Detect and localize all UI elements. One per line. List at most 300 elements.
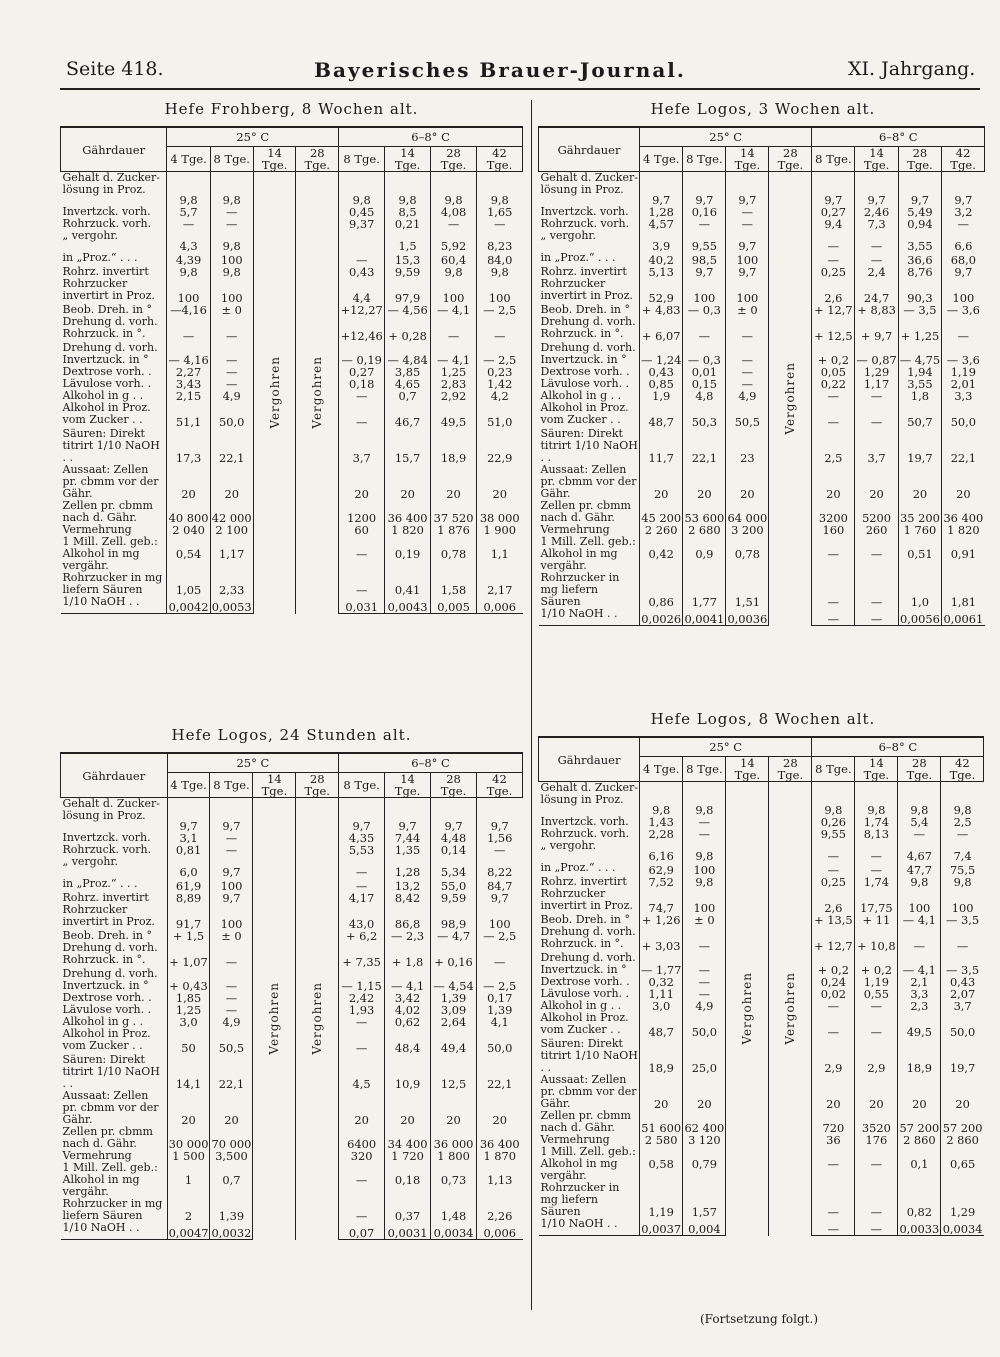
table-cell: 2,9 <box>812 1038 855 1074</box>
table-cell: — <box>683 828 726 840</box>
table-cell: + 8,83 <box>855 304 898 316</box>
row-label: Zellen pr. cbmm nach d. Gähr. <box>62 1124 153 1150</box>
row-label: „ vergohr. <box>62 854 118 868</box>
table-row <box>539 230 985 252</box>
row-label: Rohrzucker invertirt in Proz. <box>540 276 633 302</box>
table-cell: +12,27 <box>340 302 383 317</box>
row-label: in „Proz.“ . . . <box>62 250 138 264</box>
table-cell: — <box>210 316 253 342</box>
table-cell: 0,41 <box>385 560 431 596</box>
row-label: Alkohol in g . . <box>540 388 622 402</box>
table-cell: — <box>210 206 253 218</box>
table-cell: 0,27 <box>339 366 385 378</box>
table-cell: 8,13 <box>855 828 898 840</box>
table-cell: 1200 <box>339 500 385 524</box>
row-label: in „Proz.“ . . . <box>540 250 616 264</box>
table-cell: 0,0043 <box>385 596 431 614</box>
table-cell: 0,0032 <box>210 1222 253 1240</box>
table-cell: + 1,5 <box>167 930 210 942</box>
table-row <box>539 428 985 464</box>
table-cell: 2,92 <box>431 390 477 402</box>
table-cell: 9,7 <box>477 892 523 904</box>
table-cell: — <box>339 390 385 402</box>
table-cell: 160 <box>812 524 855 536</box>
table-cell: 2 260 <box>640 524 683 536</box>
table-cell: 50,0 <box>477 1028 523 1054</box>
table-cell: 20 <box>855 464 898 500</box>
row-label: Invertzck. vorh. <box>540 204 629 218</box>
table-cell: 22,9 <box>477 428 523 464</box>
table-cell: 48,7 <box>640 1012 683 1038</box>
table-cell: 1 820 <box>942 524 985 536</box>
table-cell: 2,64 <box>431 1016 477 1028</box>
table-cell: 2,6 <box>812 278 855 304</box>
table-cell: 720 <box>812 1110 855 1134</box>
vergohren-text: Vergohren <box>267 982 282 1056</box>
table-cell: 2,3 <box>898 1000 941 1012</box>
table-cell: — <box>855 1146 898 1170</box>
table-cell: 0,82 <box>898 1170 941 1218</box>
table-cell: 0,05 <box>812 366 855 378</box>
table-cell: 2 860 <box>898 1134 941 1146</box>
data-table <box>60 752 523 1240</box>
table-cell: ± 0 <box>683 914 726 926</box>
table-cell: 0,24 <box>812 976 855 988</box>
table-cell: — 3,6 <box>942 342 985 366</box>
table-cell: 20 <box>898 464 941 500</box>
table-cell: — 4,1 <box>431 304 477 316</box>
table-cell: — <box>339 560 385 596</box>
table-cell: 2 100 <box>210 524 253 536</box>
table-cell: 1,13 <box>477 1162 523 1186</box>
table-cell: 4,5 <box>339 1054 385 1090</box>
vergohren-text: Vergohren <box>310 356 325 430</box>
table-cell: 9,8 <box>385 172 431 206</box>
table-cell: 97,9 <box>385 278 431 304</box>
table-cell: 100 <box>477 904 523 930</box>
table-cell: 3,3 <box>898 988 941 1000</box>
table-cell: — <box>898 926 941 952</box>
column-header-duration: 8 Tge. <box>210 773 253 798</box>
vergohren-note <box>769 782 812 1236</box>
table-cell: 100 <box>942 278 985 304</box>
table-cell: 20 <box>339 1090 385 1126</box>
table-cell: — <box>812 840 855 862</box>
table-cell: 6400 <box>339 1126 385 1150</box>
table-cell: 2,26 <box>477 1186 523 1222</box>
table-cell: 0,43 <box>640 366 683 378</box>
table-row <box>539 536 985 560</box>
table-cell: — 4,1 <box>385 968 431 992</box>
table-cell: 5,13 <box>640 266 683 278</box>
table-cell: 0,004 <box>683 1218 726 1236</box>
table-cell: 49,5 <box>431 402 477 428</box>
header-cold: 6–8° C <box>339 127 523 147</box>
row-label: Zellen pr. cbmm nach d. Gähr. <box>540 498 631 524</box>
column-header-label: Gährdauer <box>61 127 167 172</box>
table-cell: ± 0 <box>210 304 253 316</box>
column-header-duration: 14 Tge. <box>855 757 898 782</box>
table-cell: 2,9 <box>855 1038 898 1074</box>
table-cell: 50,0 <box>942 402 985 428</box>
column-header-duration: 28 Tge. <box>296 147 339 172</box>
table-cell: — <box>167 218 210 230</box>
table-cell: 9,55 <box>812 828 855 840</box>
table-cell: — <box>812 1000 855 1012</box>
row-label: Aussaat: Zellen pr. cbmm vor der Gähr. <box>540 1072 637 1110</box>
table-cell: 9,8 <box>941 876 984 888</box>
table-cell: + 0,2 <box>855 952 898 976</box>
table-cell: 1 820 <box>385 524 431 536</box>
table-cell: 1,19 <box>855 976 898 988</box>
table-cell: + 4,83 <box>640 304 683 316</box>
table-cell: 9,8 <box>339 172 385 206</box>
row-label: Beob. Dreh. in ° <box>62 302 153 316</box>
table-cell: 3,0 <box>640 1000 683 1012</box>
table-cell: 3,55 <box>898 230 941 252</box>
table-cell: 43,0 <box>339 904 385 930</box>
table-cell: 36 400 <box>477 1126 523 1150</box>
table-cell: 50,0 <box>210 402 253 428</box>
table-cell: 1,74 <box>855 876 898 888</box>
table-cell: 9,8 <box>431 266 477 278</box>
column-header-label: Gährdauer <box>61 753 168 798</box>
table-cell: — <box>477 218 523 230</box>
table-title: Hefe Logos, 3 Wochen alt. <box>650 100 876 118</box>
column-header-label: Gährdauer <box>539 127 640 172</box>
table-cell: + 0,2 <box>812 342 855 366</box>
table-cell: — <box>726 342 769 366</box>
table-cell: 9,59 <box>431 892 477 904</box>
table-cell: 40,2 <box>640 252 683 266</box>
table-cell: 2,46 <box>855 206 898 218</box>
table-cell: + 9,7 <box>855 316 898 342</box>
table-cell: 15,3 <box>385 252 431 266</box>
table-cell: + 12,7 <box>812 304 855 316</box>
table-cell: 9,8 <box>683 876 726 888</box>
vergohren-text: Vergohren <box>267 356 282 430</box>
table-cell: 3 200 <box>726 524 769 536</box>
row-label: Dextrose vorh. . <box>540 364 630 378</box>
table-cell: 0,32 <box>640 976 683 988</box>
table-cell: 20 <box>812 1074 855 1110</box>
table-cell: — <box>726 316 769 342</box>
table-cell: + 0,2 <box>812 952 855 976</box>
table-cell: 0,07 <box>339 1222 385 1240</box>
table-cell: — <box>431 316 477 342</box>
table-cell: 0,9 <box>683 536 726 560</box>
table-cell: 9,8 <box>898 876 941 888</box>
table-cell: 4,39 <box>167 252 210 266</box>
table-cell: 9,8 <box>477 266 523 278</box>
table-cell: 9,7 <box>339 798 385 832</box>
table-cell: 1,43 <box>640 816 683 828</box>
table-cell: 100 <box>726 278 769 304</box>
table-cell: — 3,5 <box>898 304 941 316</box>
table-cell: 100 <box>683 278 726 304</box>
table-cell: 0,45 <box>339 206 385 218</box>
table-cell: — <box>855 402 898 428</box>
column-header-duration: 28 Tge. <box>296 773 339 798</box>
row-label: Rohrzuck. vorh. <box>62 216 152 230</box>
table-cell: 9,7 <box>210 798 253 832</box>
table-cell: — <box>210 992 253 1004</box>
table-cell: 9,8 <box>167 266 210 278</box>
table-cell: 9,8 <box>683 840 726 862</box>
table-cell: 84,7 <box>477 878 523 892</box>
page-number: Seite 418. <box>66 58 164 80</box>
table-cell: 0,0031 <box>385 1222 431 1240</box>
table-row <box>539 402 985 428</box>
table-cell: 0,18 <box>385 1162 431 1186</box>
row-label: Säuren: Direkt titrirt 1/10 NaOH . . <box>540 1036 638 1074</box>
table-cell: — <box>683 218 726 230</box>
table-cell: 2,15 <box>167 390 210 402</box>
column-header-duration: 4 Tge. <box>167 773 210 798</box>
table-cell: 4,4 <box>339 278 385 304</box>
table-cell: 0,16 <box>683 206 726 218</box>
table-cell: 1 900 <box>477 524 523 536</box>
table-cell: 7,44 <box>385 832 431 844</box>
table-cell: 320 <box>339 1150 385 1162</box>
table-cell: 50,0 <box>941 1012 984 1038</box>
table-cell: 1,28 <box>385 856 431 878</box>
column-header-duration: 8 Tge. <box>339 773 385 798</box>
table-cell: 20 <box>942 464 985 500</box>
table-cell: 4,02 <box>385 1004 431 1016</box>
table-cell: 2,17 <box>477 560 523 596</box>
table-cell: 0,43 <box>941 976 984 988</box>
table-cell: 0,43 <box>339 266 385 278</box>
table-cell: 40 800 <box>167 500 210 524</box>
table-cell: 0,65 <box>941 1146 984 1170</box>
table-block-logos-8w <box>538 710 988 1305</box>
table-cell: — <box>683 952 726 976</box>
table-row <box>539 342 985 366</box>
table-cell: — <box>855 230 898 252</box>
column-header-duration: 28 Tge. <box>431 147 477 172</box>
table-cell: 25,0 <box>683 1038 726 1074</box>
table-cell: — <box>941 828 984 840</box>
table-cell: 0,006 <box>477 596 523 614</box>
table-cell: 0,91 <box>942 536 985 560</box>
table-cell: 1,28 <box>640 206 683 218</box>
table-cell: — <box>898 828 941 840</box>
table-cell: — <box>726 366 769 378</box>
header-warm: 25° C <box>640 127 812 147</box>
row-label: vergähr. Rohrzucker in mg liefern Säuren <box>540 1168 620 1218</box>
row-label: Alkohol in g . . <box>62 388 144 402</box>
table-cell: 0,62 <box>385 1016 431 1028</box>
table-cell: 62 400 <box>683 1110 726 1134</box>
row-label: 1 Mill. Zell. geb.: Alkohol in mg <box>540 1144 636 1170</box>
table-cell: 9,7 <box>683 172 726 206</box>
table-cell: 100 <box>210 878 253 892</box>
table-cell: 100 <box>726 252 769 266</box>
table-cell: 6,6 <box>942 230 985 252</box>
table-cell: 0,86 <box>640 560 683 608</box>
table-cell: — 2,5 <box>477 304 523 316</box>
table-cell: 0,7 <box>385 390 431 402</box>
table-row <box>539 252 985 266</box>
table-cell: 61,9 <box>167 878 210 892</box>
table-cell: 1,56 <box>477 832 523 844</box>
table-cell: 1,94 <box>898 366 941 378</box>
table-cell: 1,1 <box>477 536 523 560</box>
table-cell: 1,25 <box>431 366 477 378</box>
table-cell: 57 200 <box>941 1110 984 1134</box>
header-cold: 6–8° C <box>812 737 984 757</box>
table-cell: 9,8 <box>210 266 253 278</box>
table-cell: 74,7 <box>640 888 683 914</box>
row-label: Lävulose vorh. . <box>62 1002 152 1016</box>
table-cell: 7,3 <box>855 218 898 230</box>
table-cell: 0,79 <box>683 1146 726 1170</box>
table-cell: 0,02 <box>812 988 855 1000</box>
table-cell: 1,58 <box>431 560 477 596</box>
table-cell: 2,28 <box>640 828 683 840</box>
table-cell: 9,7 <box>726 230 769 252</box>
table-cell: 5,53 <box>339 844 385 856</box>
table-cell: 0,85 <box>640 378 683 390</box>
table-cell: 20 <box>477 1090 523 1126</box>
table-cell: — 4,1 <box>898 952 941 976</box>
header-warm: 25° C <box>167 753 339 773</box>
table-cell: 0,94 <box>898 218 941 230</box>
table-cell: 49,4 <box>431 1028 477 1054</box>
column-header-duration: 14 Tge. <box>253 147 296 172</box>
row-label: Zellen pr. cbmm nach d. Gähr. <box>540 1108 631 1134</box>
table-cell: + 12,7 <box>812 926 855 952</box>
table-cell: 51 600 <box>640 1110 683 1134</box>
column-header-duration: 28 Tge. <box>898 757 941 782</box>
table-cell: 0,0036 <box>726 608 769 626</box>
table-cell: 20 <box>167 1090 210 1126</box>
table-cell: 1,51 <box>726 560 769 608</box>
row-label: Beob. Dreh. in ° <box>540 912 631 926</box>
row-label: Drehung d. vorh. Rohrzuck. in °. <box>62 314 158 340</box>
table-cell: 1,29 <box>855 366 898 378</box>
table-cell: — <box>339 1016 385 1028</box>
table-cell: 48,4 <box>385 1028 431 1054</box>
table-cell: 4,9 <box>726 390 769 402</box>
header-warm: 25° C <box>167 127 339 147</box>
row-label: Drehung d. vorh. Invertzuck. in ° <box>540 950 636 976</box>
table-cell: 13,2 <box>385 878 431 892</box>
table-cell: 1,39 <box>431 992 477 1004</box>
column-header-duration: 14 Tge. <box>726 147 769 172</box>
row-label: Lävulose vorh. . <box>62 376 152 390</box>
row-label: Aussaat: Zellen pr. cbmm vor der Gähr. <box>62 1088 159 1126</box>
table-cell: 3,43 <box>167 378 210 390</box>
table-cell: 100 <box>683 862 726 876</box>
table-cell: — <box>339 536 385 560</box>
column-header-duration: 28 Tge. <box>769 757 812 782</box>
data-table <box>538 736 984 1236</box>
table-cell: 18,9 <box>640 1038 683 1074</box>
column-header-duration: 42 Tge. <box>477 773 523 798</box>
table-cell: 5,4 <box>898 816 941 828</box>
table-cell: 8,42 <box>385 892 431 904</box>
table-cell: 22,1 <box>210 1054 253 1090</box>
table-cell: 1,9 <box>640 390 683 402</box>
table-row <box>539 782 984 816</box>
table-cell: 1,0 <box>898 560 941 608</box>
table-cell: — 2,5 <box>477 342 523 366</box>
table-cell: + 0,16 <box>431 942 477 968</box>
table-cell: — 2,5 <box>477 930 523 942</box>
table-cell: 9,8 <box>683 782 726 816</box>
column-header-duration: 28 Tge. <box>769 147 812 172</box>
table-cell: + 0,43 <box>167 968 210 992</box>
table-cell: — 4,1 <box>898 914 941 926</box>
column-header-duration: 4 Tge. <box>640 147 683 172</box>
table-cell: — 0,3 <box>683 304 726 316</box>
table-cell: 22,1 <box>942 428 985 464</box>
table-cell: 9,7 <box>855 172 898 206</box>
table-cell: 19,7 <box>898 428 941 464</box>
table-cell: 98,9 <box>431 904 477 930</box>
table-cell: 20 <box>812 464 855 500</box>
table-cell: 9,59 <box>385 266 431 278</box>
table-cell: 2 580 <box>640 1134 683 1146</box>
row-label: Lävulose vorh. . <box>540 986 630 1000</box>
row-label: Rohrz. invertirt <box>540 874 627 888</box>
table-cell: 0,78 <box>431 536 477 560</box>
row-label: Vermehrung <box>540 1132 610 1146</box>
table-cell: — <box>477 844 523 856</box>
row-label: 1 Mill. Zell. geb.: Alkohol in mg <box>62 534 158 560</box>
table-cell: 5,49 <box>898 206 941 218</box>
table-cell: 0,25 <box>812 266 855 278</box>
table-cell: 0,14 <box>431 844 477 856</box>
row-label: Gehalt d. Zucker-lösung in Proz. <box>540 781 638 806</box>
row-label: „ vergohr. <box>540 838 596 852</box>
row-label: Säuren: Direkt titrirt 1/10 NaOH . . <box>62 426 160 464</box>
column-header-duration: 14 Tge. <box>385 147 431 172</box>
table-cell: 49,5 <box>898 1012 941 1038</box>
table-cell: 9,8 <box>898 782 941 816</box>
table-cell: 0,17 <box>477 992 523 1004</box>
row-label: Drehung d. vorh. Rohrzuck. in °. <box>62 940 158 966</box>
table-cell: + 1,8 <box>385 942 431 968</box>
table-cell: — 2,3 <box>385 930 431 942</box>
table-cell: — <box>812 536 855 560</box>
table-cell: 9,7 <box>431 798 477 832</box>
table-cell: 2,6 <box>812 888 855 914</box>
table-cell: 9,7 <box>385 798 431 832</box>
table-cell: — <box>855 1000 898 1012</box>
table-block-logos-3w <box>538 100 988 690</box>
table-cell: 9,8 <box>640 782 683 816</box>
table-cell: — <box>812 1012 855 1038</box>
table-row <box>61 798 523 832</box>
table-cell: 46,7 <box>385 402 431 428</box>
table-cell: 8,23 <box>477 230 523 252</box>
column-header-duration: 8 Tge. <box>812 757 855 782</box>
table-cell: 3,3 <box>942 390 985 402</box>
table-cell: 3,7 <box>339 428 385 464</box>
column-header-duration: 14 Tge. <box>253 773 296 798</box>
row-label: Rohrz. invertirt <box>62 264 149 278</box>
table-cell: — <box>812 608 855 626</box>
table-cell: 57 200 <box>898 1110 941 1134</box>
table-cell: 100 <box>477 278 523 304</box>
table-cell: 9,8 <box>431 172 477 206</box>
table-cell: 20 <box>210 464 253 500</box>
table-row <box>539 366 985 378</box>
row-label: „ vergohr. <box>62 228 118 242</box>
